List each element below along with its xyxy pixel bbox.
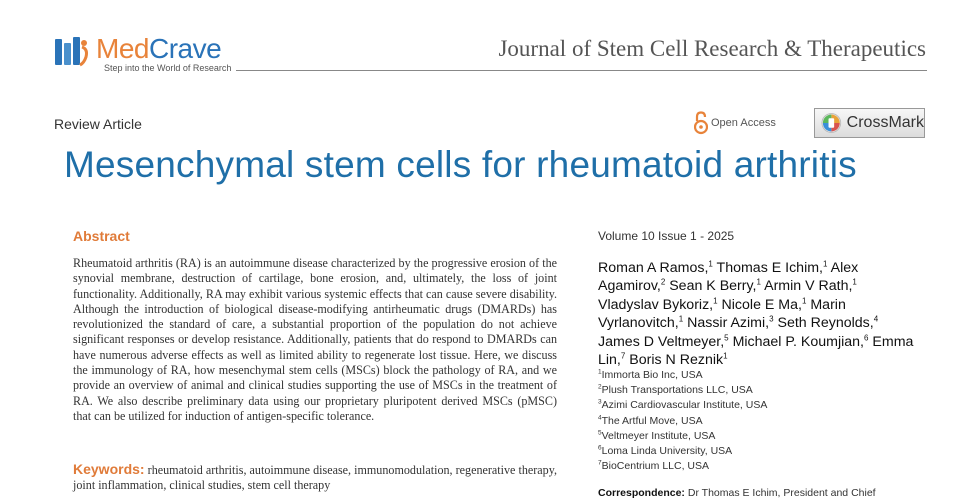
author-name: Sean K Berry,$^1$ [669,277,761,295]
affiliation-item: $^6$Loma Linda University, USA [598,444,733,458]
article-type: Review Article [54,116,142,132]
author-list [598,259,918,369]
affiliation-item: $^5$Veltmeyer Institute, USA [598,429,716,442]
author-name: Seth Reynolds,$^4$ [777,314,879,332]
author-name: Armin V Rath,$^1$ [764,277,857,295]
author-name: James D Veltmeyer,$^5$ [598,332,729,350]
open-access-lock-icon [694,111,708,135]
open-access-badge[interactable] [694,110,776,136]
abstract-text: Rheumatoid arthritis (RA) is an autoimmune disease characterized by the progressive erosion of the synovial membrane, destruction of cartilage, bone erosion, and, ultimately, the loss of joint functionality. Additionally, RA may exhibit various systemic effects that can cause severe disability. Although the introduction of biological disease-modifying antirheumatic drugs (DMARDs) has revolutionized the standard of care, a substantial proportion of the population do not achieve significant responses or develop resistance. Additionally, patients that do respond to DMARDs can have numerous adverse effects as well as limited ability to regenerate lost tissue. Here, we discuss the immunology of RA, how mesenchymal stem cells (MSCs) block the pathology of RA, and we provide an overview of animal and clinical studies supporting the use of MSCs in the treatment of RA. We also describe preliminary data using our proprietary pluripotent derived MSCs (pMSC) that can be utilized for induction of antigen-specific tolerance. [73,256,557,423]
volume-issue: Volume 10 Issue 1 - 2025 [598,229,735,243]
crossmark-icon [821,112,842,134]
affiliation-list [598,368,918,474]
crossmark-button[interactable] [814,108,925,138]
affiliation-item: $^4$The Artful Move, USA [598,414,703,427]
author-name: Michael P. Koumjian,$^6$ [732,332,869,350]
keywords-section [73,462,557,494]
medcrave-logo-icon [54,35,90,69]
keywords-text: rheumatoid arthritis, autoimmune disease, immunomodulation, regenerative therapy, joint inflammation, clinical studies, stem cell therapy [73,463,557,493]
article-title: Mesenchymal stem cells for rheumatoid arthritis [64,144,857,185]
correspondence [598,487,918,499]
author-name: Roman A Ramos,$^1$ [598,259,713,276]
open-access-label: Open Access [711,117,776,129]
author-name: Nassir Azimi,$^3$ [687,314,774,332]
logo-tagline: Step into the World of Research [104,63,232,73]
author-name: Alex Agamirov,$^2$ [598,260,859,295]
author-name: Boris N Reznik$^1$ [629,351,728,369]
logo-wordmark: MedCrave [96,33,222,64]
author-name: Vladyslav Bykoriz,$^1$ [598,296,718,313]
author-name: Marin Vyrlanovitch,$^1$ [598,296,846,332]
abstract-heading: Abstract [73,228,130,244]
affiliation-item: $^2$Plush Transportations LLC, USA [598,383,753,397]
affiliation-item: $^1$Immorta Bio Inc, USA [598,368,703,381]
correspondence-label: Correspondence: [598,487,685,499]
journal-title: Journal of Stem Cell Research & Therapeutics [498,36,926,61]
affiliation-item: $^3$Azimi Cardiovascular Institute, USA [598,398,768,412]
author-name: Thomas E Ichim,$^1$ [716,259,828,276]
affiliation-item: $^7$BioCentrium LLC, USA [598,459,709,473]
crossmark-label: CrossMark [846,114,924,131]
keywords-heading: Keywords: [73,461,145,477]
header-divider [236,70,927,71]
author-name: Nicole E Ma,$^1$ [721,296,807,313]
medcrave-logo[interactable] [54,33,239,75]
correspondence-text: Dr Thomas E Ichim, President and Chief [687,487,876,499]
author-name: Emma Lin,$^7$ [598,333,914,369]
